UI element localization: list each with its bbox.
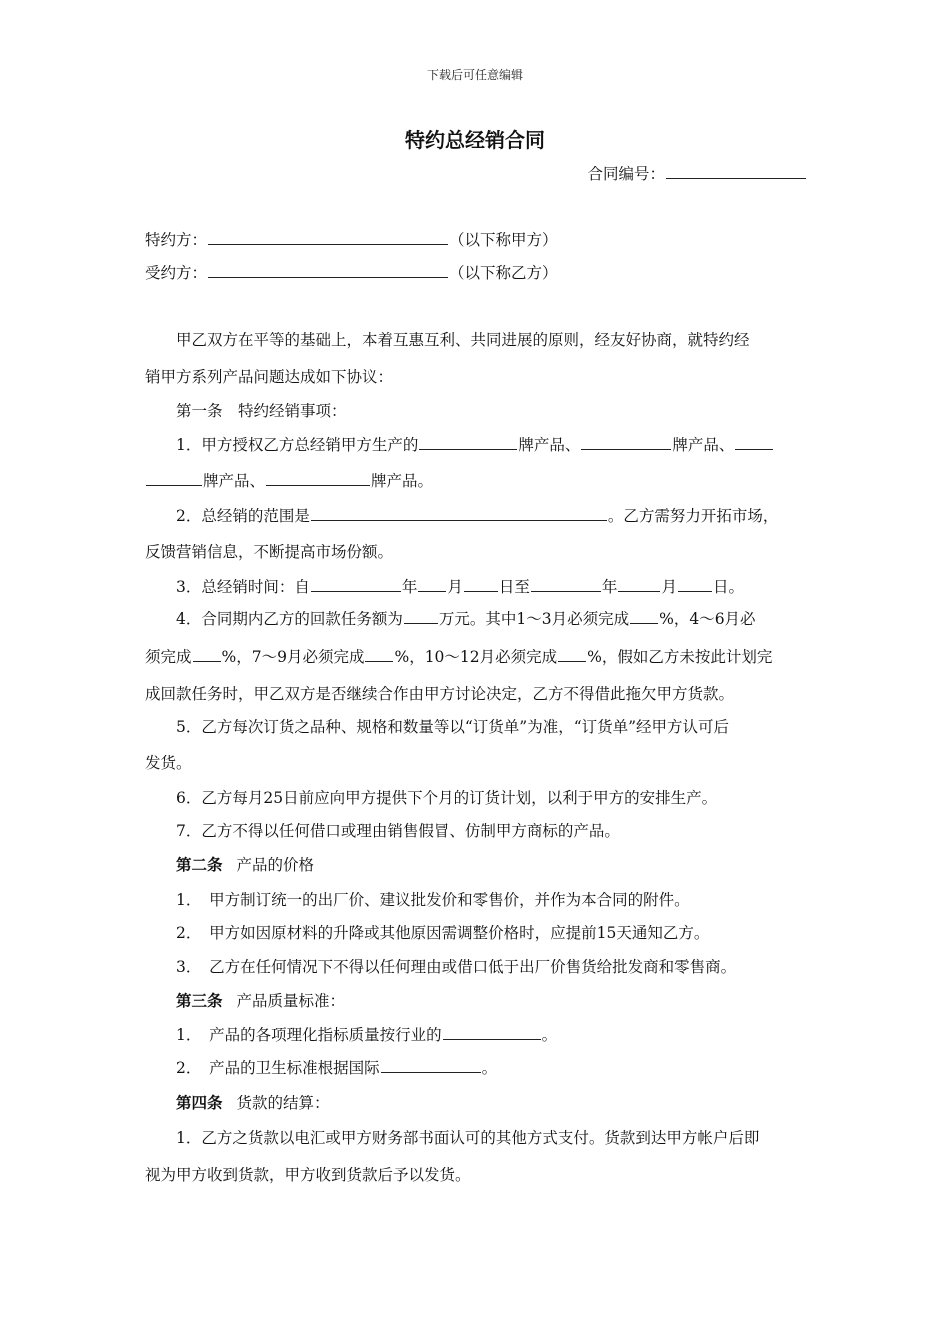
party-a-blank — [208, 230, 448, 245]
party-a-suffix: （以下称甲方） — [449, 231, 558, 249]
party-a-line — [145, 229, 807, 251]
art1-item4-line2: 须完成 %，7～9月必须完成 %，10～12月必须完成 %，假如乙方未按此计划完 — [145, 648, 773, 666]
art1-item1-line2: 牌产品、 牌产品。 — [145, 470, 807, 492]
contract-number-blank — [666, 164, 806, 179]
party-a-label: 特约方： — [145, 231, 208, 249]
intro-line-1: 甲乙双方在平等的基础上，本着互惠互利、共同进展的原则，经友好协商，就特约经 — [176, 331, 750, 349]
article-1-heading: 第一条 特约经销事项： — [176, 402, 347, 420]
art1-item2-line2: 反馈营销信息，不断提高市场份额。 — [145, 543, 394, 561]
art1-item7: 7．乙方不得以任何借口或理由销售假冒、仿制甲方商标的产品。 — [176, 822, 620, 840]
art1-item1-line1: 1．甲方授权乙方总经销甲方生产的 牌产品、 牌产品、 — [176, 434, 807, 456]
article-4-heading: 第四条 货款的结算： — [176, 1094, 330, 1112]
art3-item2: 2． 产品的卫生标准根据国际 。 — [176, 1059, 498, 1077]
party-b-line — [145, 262, 807, 284]
art1-item5-line1: 5．乙方每次订货之品种、规格和数量等以“订货单”为准，“订货单”经甲方认可后 — [176, 718, 730, 736]
art1-item4-line3: 成回款任务时，甲乙双方是否继续合作由甲方讨论决定，乙方不得借此拖欠甲方货款。 — [145, 685, 735, 703]
article-3-heading: 第三条 产品质量标准： — [176, 992, 346, 1010]
art4-item1-line1: 1．乙方之货款以电汇或甲方财务部书面认可的其他方式支付。货款到达甲方帐户后即 — [176, 1129, 760, 1147]
contract-number-label: 合同编号： — [587, 165, 665, 183]
party-b-label: 受约方： — [145, 264, 208, 282]
art2-item2: 2． 甲方如因原材料的升降或其他原因需调整价格时，应提前15天通知乙方。 — [176, 924, 710, 942]
art1-item2-line1: 2．总经销的范围是 。乙方需努力开拓市场， — [176, 507, 779, 525]
art4-item1-line2: 视为甲方收到货款，甲方收到货款后予以发货。 — [145, 1166, 471, 1184]
art1-item5-line2: 发货。 — [145, 754, 192, 772]
contract-number-line — [145, 163, 807, 185]
document-title: 特约总经销合同 — [405, 128, 545, 152]
party-b-suffix: （以下称乙方） — [449, 264, 558, 282]
art2-item3: 3． 乙方在任何情况下不得以任何理由或借口低于出厂价售货给批发商和零售商。 — [176, 958, 737, 976]
header-note: 下载后可任意编辑 — [426, 68, 523, 82]
intro-line-2: 销甲方系列产品问题达成如下协议： — [145, 368, 394, 386]
art1-item3: 3．总经销时间：自 年 月 日至 年 月 日。 — [176, 578, 744, 596]
art2-item1: 1． 甲方制订统一的出厂价、建议批发价和零售价，并作为本合同的附件。 — [176, 891, 690, 909]
art1-item4-line1: 4．合同期内乙方的回款任务额为 万元。其中1～3月必须完成 %，4～6月必 — [176, 610, 756, 628]
art1-item6: 6．乙方每月25日前应向甲方提供下个月的订货计划，以利于甲方的安排生产。 — [176, 789, 718, 807]
art3-item1: 1． 产品的各项理化指标质量按行业的 。 — [176, 1026, 558, 1044]
party-b-blank — [208, 263, 448, 278]
article-2-heading: 第二条 产品的价格 — [176, 856, 315, 874]
